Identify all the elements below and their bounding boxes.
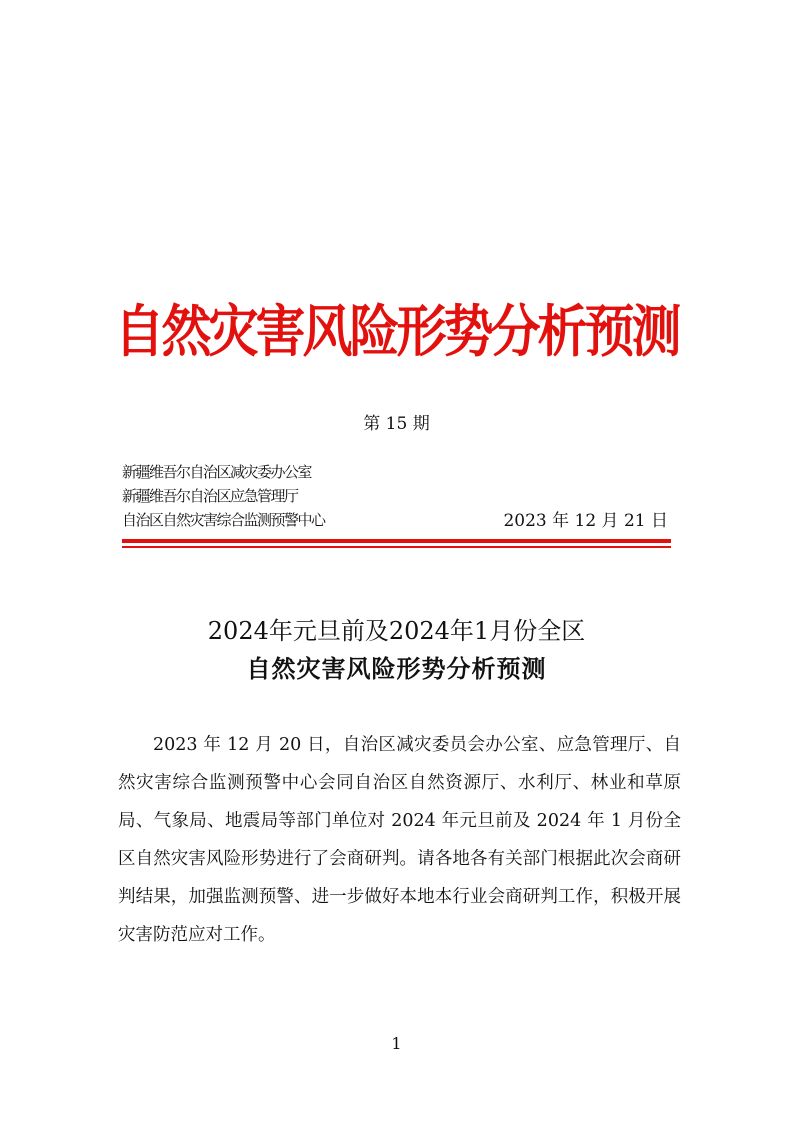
- issue-date: 2023 年 12 月 21 日: [503, 511, 668, 531]
- issuer-line: 自治区自然灾害综合监测预警中心: [122, 511, 325, 529]
- header-divider-thick: [122, 539, 671, 543]
- body-paragraph: 2023 年 12 月 20 日，自治区减灾委员会办公室、应急管理厅、自然灾害综合监测预警中心会同自治区自然资源厅、水利厅、林业和草原局、气象局、地震局等部门单位对 2024 年元旦前及 2024 年 1 月份全区自然灾害风险形势进行了会商研判。请各地各有关部门根据此次会商研判结果，加强监测预警、进一步做好本地本行业会商研判工作，积极开展灾害防范应对工作。: [118, 735, 681, 945]
- masthead-title: 自然灾害风险形势分析预测: [114, 299, 679, 365]
- issuer-list: [122, 460, 325, 532]
- header-divider-thin: [122, 546, 671, 548]
- issuer-line: 新疆维吾尔自治区减灾委办公室: [122, 463, 312, 481]
- issue-number: 第 15 期: [363, 414, 430, 434]
- issuer-line: 新疆维吾尔自治区应急管理厅: [122, 487, 298, 505]
- page-number: 1: [391, 1034, 402, 1053]
- document-title: [0, 612, 793, 688]
- document-title-line2: 自然灾害风险形势分析预测: [246, 654, 547, 683]
- document-title-line1: 2024年元旦前及2024年1月份全区: [207, 617, 586, 645]
